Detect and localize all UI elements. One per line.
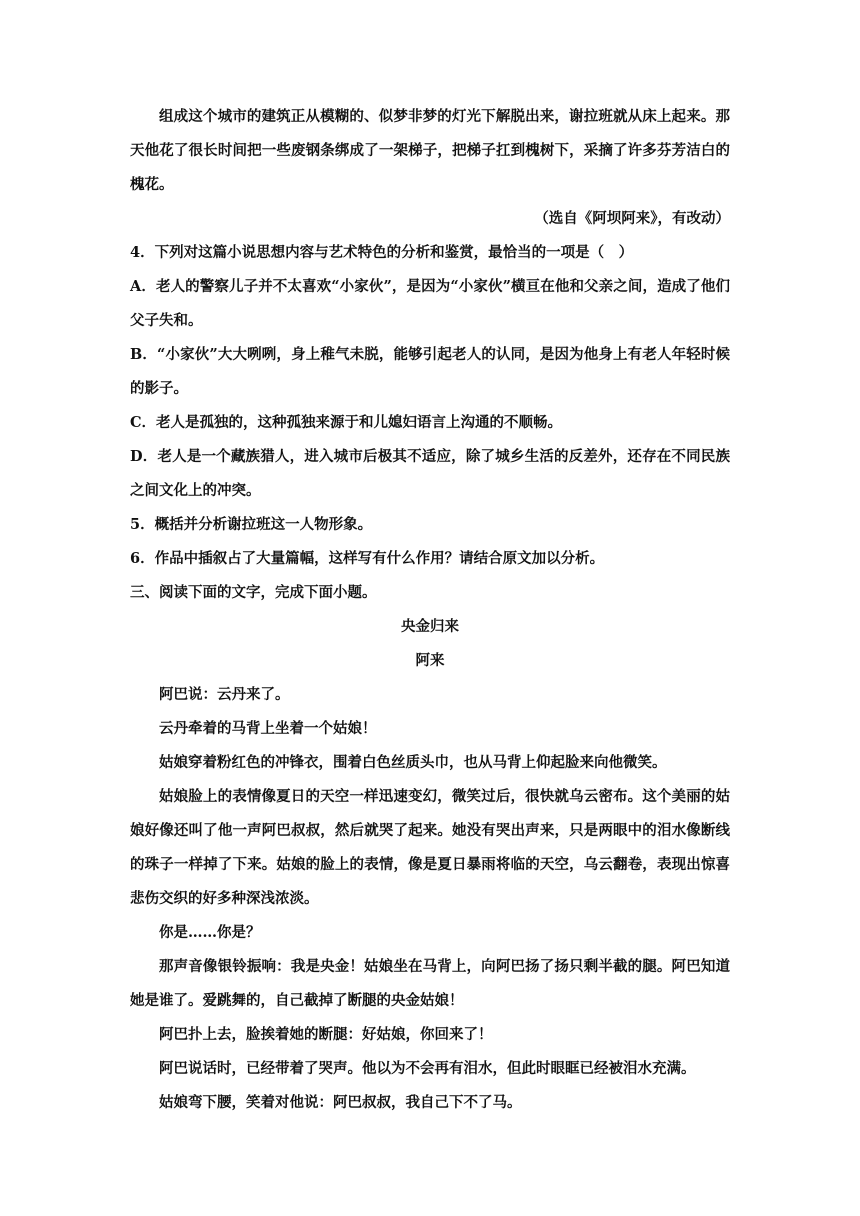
story-paragraph: 那声音像银铃振响：我是央金！姑娘坐在马背上，向阿巴扬了扬只剩半截的腿。阿巴知道她是谁了。爱跳舞的，自己截掉了断腿的央金姑娘！ — [130, 958, 730, 1009]
story-author: 阿来 — [415, 652, 445, 669]
story-title: 央金归来 — [401, 618, 459, 635]
passage-paragraph: 组成这个城市的建筑正从模糊的、似梦非梦的灯光下解脱出来，谢拉班就从床上起来。那天他花了很长时间把一些废钢条绑成了一架梯子，把梯子扛到槐树下，采摘了许多芬芳洁白的槐花。 — [130, 108, 730, 193]
option-a: A．老人的警察儿子并不太喜欢“小家伙”，是因为“小家伙”横亘在他和父亲之间，造成了他们父子失和。 — [130, 278, 730, 329]
story-paragraph: 阿巴说：云丹来了。 — [159, 686, 290, 703]
question-6: 6．作品中插叙占了大量篇幅，这样写有什么作用？请结合原文加以分析。 — [130, 550, 605, 567]
section-heading: 三、阅读下面的文字，完成下面小题。 — [130, 584, 377, 601]
source-note: （选自《阿坝阿来》，有改动） — [534, 210, 730, 227]
question-4: 4．下列对这篇小说思想内容与艺术特色的分析和鉴赏，最恰当的一项是（ ） — [130, 244, 634, 261]
story-paragraph: 姑娘弯下腰，笑着对他说：阿巴叔叔，我自己下不了马。 — [159, 1094, 522, 1111]
story-paragraph: 姑娘穿着粉红色的冲锋衣，围着白色丝质头巾，也从马背上仰起脸来向他微笑。 — [159, 754, 667, 771]
question-5: 5．概括并分析谢拉班这一人物形象。 — [130, 516, 373, 533]
story-paragraph: 阿巴说话时，已经带着了哭声。他以为不会再有泪水，但此时眼眶已经被泪水充满。 — [159, 1060, 696, 1077]
option-c: C．老人是孤独的，这种孤独来源于和儿媳妇语言上沟通的不顺畅。 — [130, 414, 563, 431]
story-paragraph: 云丹牵着的马背上坐着一个姑娘！ — [159, 720, 377, 737]
story-paragraph: 阿巴扑上去，脸挨着她的断腿：好姑娘，你回来了！ — [159, 1026, 493, 1043]
document-page — [130, 100, 730, 1120]
option-d: D．老人是一个藏族猎人，进入城市后极其不适应，除了城乡生活的反差外，还存在不同民族之间文化上的冲突。 — [130, 448, 730, 499]
story-paragraph: 姑娘脸上的表情像夏日的天空一样迅速变幻，微笑过后，很快就乌云密布。这个美丽的姑娘好像还叫了他一声阿巴叔叔，然后就哭了起来。她没有哭出声来，只是两眼中的泪水像断线的珠子一样掉了下来。姑娘的脸上的表情，像是夏日暴雨将临的天空，乌云翻卷，表现出惊喜悲伤交织的好多种深浅浓淡。 — [130, 788, 730, 907]
story-paragraph: 你是……你是？ — [159, 924, 261, 941]
option-b: B．“小家伙”大大咧咧，身上稚气未脱，能够引起老人的认同，是因为他身上有老人年轻时候的影子。 — [130, 346, 730, 397]
